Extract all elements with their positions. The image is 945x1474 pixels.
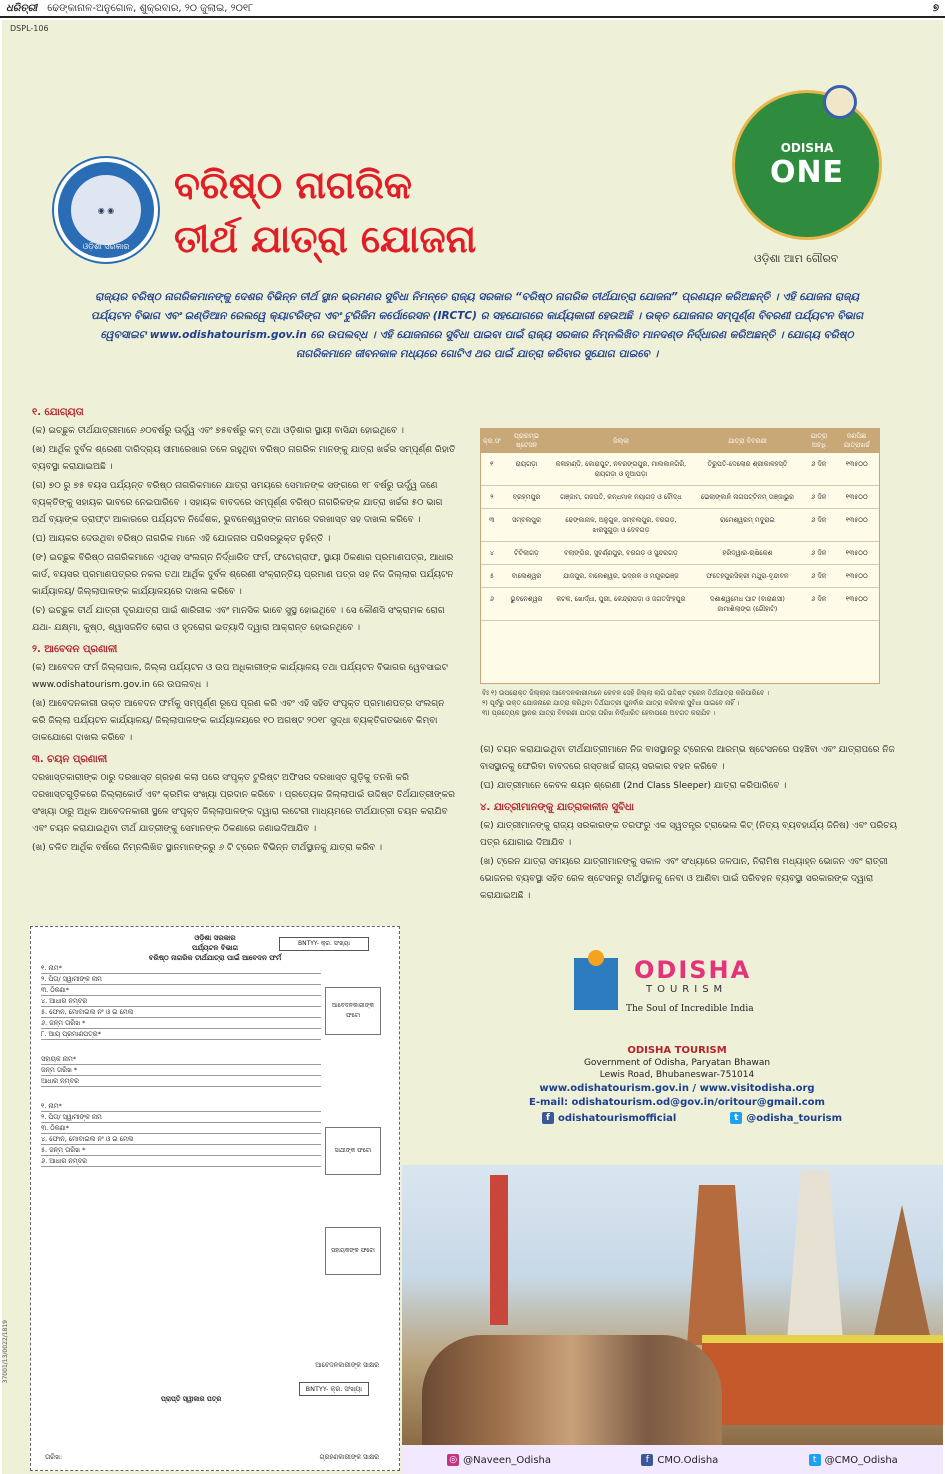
facebook-cmo-link[interactable]: [641, 1454, 718, 1466]
note: ବିଃ ୧) ଉପରୋକ୍ତ ଜିଲ୍ଲାର ଆବେଦନକାରୀମାନେ କେବଳ ସେହି ଜିଲ୍ଲା ଲାଗି ଉଦ୍ଦିଷ୍ଟ ଟ୍ରେନ ତିର୍ଥଯାତ୍ରା କରିପାରିବେ ।: [482, 689, 770, 697]
table-cell: ୧୩୫୦୦: [834, 453, 879, 486]
form-field-label: ୨. ପିତା/ ସ୍ୱାମୀଙ୍କ ନାମ: [41, 1113, 102, 1121]
title-line-2: ତୀର୍ଥ ଯାତ୍ରା ଯୋଜନା: [174, 216, 477, 261]
temple-shape: [872, 1205, 932, 1345]
clock-tower-shape: [490, 1175, 508, 1325]
form-field-label: ସହାୟକ ନାମ*: [41, 1055, 77, 1063]
table-cell: ରାମେଶ୍ୱରମ୍ ମଦୁରାଇ: [692, 509, 804, 542]
facebook-icon: f: [641, 1454, 653, 1466]
s1-item: (କ) ଇଚ୍ଛୁକ ତୀର୍ଥଯାତ୍ରୀମାନେ ୬୦ବର୍ଷରୁ ଊର୍ଦ୍ଧ୍ୱ ଏବଂ ୭୫ବର୍ଷରୁ କମ୍ ତଥା ଓଡ଼ିଶାର ସ୍ଥାୟୀ ବାସିନ୍ଦା ହୋଇଥିବେ ।: [32, 426, 404, 436]
table-cell: କଟକ, ଖୋର୍ଦ୍ଧା, ପୁରୀ, କେନ୍ଦ୍ରାପଡ଼ା ଓ ଜଗତସିଂହପୁର: [550, 588, 691, 621]
s3-item: (ଖ) ଚଳିତ ଆର୍ଥିକ ବର୍ଷରେ ନିମ୍ନଲିଖିତ ସ୍ଥାନମାନଙ୍କରୁ ୬ ଟି ଟ୍ରେନ ବିଭିନ୍ନ ତୀର୍ଥସ୍ଥାନକୁ ଯାତ୍ରା କରିବ ।: [32, 843, 383, 853]
facebook-handle: odishatourismofficial: [558, 1113, 677, 1124]
twitter-cmo-handle: @CMO_Odisha: [824, 1454, 898, 1466]
form-field[interactable]: [41, 1112, 321, 1123]
right-column: [480, 742, 900, 907]
table-cell: ୨: [481, 486, 503, 509]
table-row: [481, 453, 879, 486]
table-cell: ତିରୁପତି-ଦେଲୋର ଶ୍ରୀକାଳହସ୍ତି: [692, 453, 804, 486]
form-gap: [41, 1087, 389, 1101]
s2-item: (କ) ଆବେଦନ ଫର୍ମ ଜିଲ୍ଲାପାଳ, ଜିଲ୍ଲା ପର୍ଯ୍ୟଟନ ଓ ଉପ ଅଧିକାରୀଙ୍କ କାର୍ଯ୍ୟାଳୟ ତଥା ପର୍ଯ୍ୟଟନ ବିଭାଗର ୱେବସାଇଟ www.odishatourism.gov.in ରେ ଉପଲବ୍ଧ ।: [32, 663, 448, 690]
form-field[interactable]: [41, 1007, 321, 1018]
table-cell: ହରିଦ୍ୱାର-ଋଷିକେଶ: [692, 542, 804, 565]
s3-item: ଦରଖାସ୍ତକାରୀଙ୍କ ଠାରୁ ଦରଖାସ୍ତ ଗ୍ରହଣ କଲା ପରେ ସଂପୃକ୍ତ ଟୁରିଷ୍ଟ ଅଫିସର ଦରଖାସ୍ତ ଗୁଡ଼ିକୁ ତନଖି କରି ଦରଖାସ୍ତଗୁଡ଼ିକରେ ଜିଲ୍ଲାକୋର୍ଡ ଏବଂ କ୍ରମିକ ସଂଖ୍ୟା ପ୍ରଦାନ କରିବେ । ପ୍ରତ୍ୟେକ ଜିଲ୍ଲାପାଇଁ ଉଦ୍ଦିଷ୍ଟ ତିର୍ଥଯାତ୍ରୀଙ୍କର ସଂଖ୍ୟା ଠାରୁ ଅଧିକ ଆବେଦନକାରୀ ସ୍ଥଳେ ସଂପୃକ୍ତ ଜିଲ୍ଲାପାଳଙ୍କ ଦ୍ୱାରା ଲଟେରୀ ମାଧ୍ୟମରେ ତୀର୍ଥଯାତ୍ରୀ ଚୟନ କରାଯିବ ଏବଂ ଚୟନ କରାଯାଇଥିବା ତୀର୍ଥ ଯାତ୍ରୀଙ୍କୁ ସେମାନଙ୍କ ଠିକଣାରେ ଜଣାଇଦିଆଯିବ ।: [32, 773, 455, 834]
twitter-icon: t: [730, 1112, 742, 1124]
email-link[interactable]: E-mail: odishatourism.od@gov.in/oritour@gmail.com: [529, 1097, 825, 1108]
left-column: [32, 400, 457, 859]
odisha-one-word2: ONE: [769, 154, 845, 190]
section-3-heading: ୩. ଚୟନ ପ୍ରଣାଳୀ: [32, 754, 108, 765]
twitter-icon: t: [809, 1454, 821, 1466]
facebook-link[interactable]: [542, 1112, 676, 1124]
photo-box-helper[interactable]: ସହାୟକଙ୍କ ଫଟୋ: [325, 1227, 381, 1275]
table-cell: ୬ ଦିନ: [803, 565, 834, 588]
office-line: Government of Odisha, Paryatan Bhawan: [583, 1058, 771, 1068]
form-field-label: ୩. ଠିକଣା*: [41, 986, 70, 994]
tagline: ଓଡ଼ିଶା ଆମ ଗୌରବ: [754, 252, 839, 265]
website-link[interactable]: www.odishatourism.gov.in / www.visitodisha.org: [539, 1083, 815, 1094]
ad-code: DSPL-106: [10, 24, 49, 33]
s1-item: (ଖ) ଆର୍ଥିକ ଦୁର୍ବଳ ଶ୍ରେଣୀ ଦାରିଦ୍ର୍ୟ ସୀମାରେଖାର ତଳେ ରହୁଥିବା ବରିଷ୍ଠ ନାଗରିକ ମାନଙ୍କୁ ଯାତ୍ରା ଖର୍ଚ୍ଚର ସମ୍ପୂର୍ଣ୍ଣ ରିହାତି ବ୍ୟବସ୍ଥା କରାଯାଇଅଛି ।: [32, 445, 456, 472]
table-row: [481, 486, 879, 509]
form-field-label: ୪. ଫୋନ, ମୋବାଇଲ ନଂ ଓ ଇ ମେଲ: [41, 1135, 134, 1143]
title-line-1: ବରିଷ୍ଠ ନାଗରିକ: [174, 162, 412, 207]
table-row: [481, 509, 879, 542]
table-cell: ଦଶାଶ୍ୱମେଧ ଘାଟ (ବାରାଣସୀ) ଜାମାଶିଲାଙ୍ଗ (ଗୌହାଟି): [692, 588, 804, 621]
form-field[interactable]: [41, 1054, 321, 1065]
table-cell: କଳାହାଣ୍ଡି, କୋରାପୁଟ, ନବରଙ୍ଗପୁର, ମାଲକାନଗିରି, ରାୟଗଡ଼ା ଓ ନୂଆପଡ଼ା: [550, 453, 691, 486]
s3b-item: (ଘ) ଯାତ୍ରୀମାନେ କେବଳ ଶୟନ ଶ୍ରେଣୀ (2nd Class Sleeper) ଯାତ୍ରା କରିପାରିବେ ।: [480, 781, 787, 791]
pilgrimage-collage-image: [402, 1165, 943, 1445]
form-field[interactable]: [41, 1029, 321, 1040]
form-field[interactable]: [41, 985, 321, 996]
officer-signature[interactable]: ଗ୍ରହଣକାରୀଙ୍କ ସାକ୍ଷର: [319, 1453, 379, 1461]
table-cell: ଟିଟିଲାଗଡ଼: [503, 542, 551, 565]
logo-bottom-text: ଓଡ଼ିଶା ସରକାର: [82, 242, 130, 251]
office-address: [557, 1045, 797, 1081]
form-field-label: ୨. ପିତା/ ସ୍ୱାମୀଙ୍କ ନାମ: [41, 975, 102, 983]
brand-name: ODISHA: [634, 956, 752, 984]
table-cell: ବଲାଙ୍ଗିର, ସୁବର୍ଣ୍ଣପୁର, ବରଗଡ଼ ଓ ସୁନ୍ଦରଗଡ଼: [550, 542, 691, 565]
receipt-ref-box[interactable]: BNTYY- କ୍ର. ସଂଖ୍ୟା: [299, 1382, 369, 1396]
side-code: 37001/13/0022/1819: [2, 1320, 9, 1384]
table-cell: ୬ ଦିନ: [803, 588, 834, 621]
table-cell: ୩: [481, 509, 503, 542]
form-field-label: ଆଧାର ନମ୍ବର: [41, 1077, 79, 1085]
instagram-handle: @Naveen_Odisha: [463, 1454, 552, 1466]
table-cell: ଭେଲାଙ୍କାନି ନାଗପଟ୍ଟିନମ୍ ତାଞ୍ଜାଭୁର: [692, 486, 804, 509]
table-cell: ୧୩୫୦୦: [834, 486, 879, 509]
form-field[interactable]: [41, 963, 321, 974]
odisha-one-logo: [732, 90, 882, 240]
form-title: ବରିଷ୍ଠ ନାଗରିକ ତୀର୍ଥଯାତ୍ରା ପାଇଁ ଆବେଦନ ଫର୍ମ: [148, 954, 282, 962]
form-gov: ଓଡ଼ିଶା ସରକାର: [194, 934, 236, 942]
s1-item: (ଙ) ଇଚ୍ଛୁକ ବିରିଷ୍ଠ ନାଗରିକମାନେ ଏଥିସହ ସଂଲଗ୍ନ ନିର୍ଦ୍ଧାରିତ ଫର୍ମ, ଫଟୋଗ୍ରାଫ, ସ୍ଥାୟୀ ଠିକଣାର ପ୍ରମାଣପତ୍ର, ଆଧାର କାର୍ଡ, ବୟସର ପ୍ରମାଣପତ୍ରର ନକଲ ତଥା ଆର୍ଥିକ ଦୁର୍ବଳ ଶ୍ରେଣୀ ସଂକ୍ରାନ୍ତିୟ ପ୍ରମାଣ ପତ୍ର ସହ ନିଜ ଜିଲ୍ଲାର ପର୍ଯ୍ୟଟନ କାର୍ଯ୍ୟାଳୟ/ ଜିଲ୍ଲାପାଳଙ୍କ କାର୍ଯ୍ୟାଳୟରେ ଦାଖଲ କରିବେ ।: [32, 553, 454, 597]
s2-item: (ଖ) ଆବେଦନକାରୀ ଉକ୍ତ ଆବେଦନ ଫର୍ମକୁ ସମ୍ପୂର୍ଣ୍ଣ ରୂପେ ପୂରଣ କରି ଏବଂ ଏହି ସହିତ ସଂପୃକ୍ତ ପ୍ରମାଣପତ୍ର ସଂଲଗ୍ନ କରି ଜିଲ୍ଲା ପର୍ଯ୍ୟଟନ କାର୍ଯ୍ୟାଳୟ/ ଜିଲ୍ଲାପାଳଙ୍କ କାର୍ଯ୍ୟାଳୟରେ ୧୦ ଅଗଷ୍ଟ ୨୦୧୮ ସୁଦ୍ଧା ବ୍ୟକ୍ତିଗତଭାବେ କିମ୍ବା ଡାକଯୋଗେ ଦାଖଲ କରିବେ ।: [32, 699, 445, 743]
odisha-tourism-logo: [574, 950, 784, 1040]
cmo-social-footer: [402, 1445, 943, 1474]
page-title: [174, 158, 604, 266]
tourism-social: [542, 1112, 842, 1124]
table-cell: ୬ ଦିନ: [803, 486, 834, 509]
section-2-heading: ୨. ଆବେଦନ ପ୍ରଣାଳୀ: [32, 644, 118, 655]
form-field-label: ଜନ୍ମ ତାରିଖ *: [41, 1066, 78, 1074]
table-cell: ୬ ଦିନ: [803, 509, 834, 542]
table-cell: ଫତେହପୁରସିକ୍ରୀ ମଥୁରା-ବୃନ୍ଦାବନ: [692, 565, 804, 588]
table-cell: ୧୩୫୦୦: [834, 542, 879, 565]
s1-item: (ଗ) ୭୦ ରୁ ୭୫ ବୟସ ପର୍ଯ୍ୟନ୍ତ ବରିଷ୍ଠ ନାଗରିକମାନେ ଯାତ୍ରା ସମୟରେ ସେମାନଙ୍କ ସଙ୍ଗରେ ୧୮ ବର୍ଷରୁ ଊର୍ଦ୍ଧ୍ୱ ଜଣେ ବ୍ୟକ୍ତିଙ୍କୁ ସହାୟକ ଭାବରେ ନେଇପାରିବେ । ସହାୟକ ବାବଦରେ ସମ୍ପୂର୍ଣ୍ଣ ବରିଷ୍ଠ ନାଗରିକଙ୍କ ଯାତ୍ରା ଖର୍ଚ୍ଚର ୫୦ ଭାଗ ଅର୍ଥ ବ୍ୟାଙ୍କ ଡ୍ରାଫ୍ଟ ଆକାରରେ ପର୍ଯ୍ୟଟନ ନିର୍ଦ୍ଦେଶକ, ଭୁବନେଶ୍ୱରଙ୍କ ନାମରେ ଦରଖାସ୍ତ ସହ ଦାଖଲ କରିବେ ।: [32, 481, 443, 525]
form-field[interactable]: [41, 1134, 321, 1145]
table-cell: ବ୍ରହ୍ମପୁର: [503, 486, 551, 509]
facebook-cmo-handle: CMO.Odisha: [657, 1454, 719, 1466]
table-cell: ୫: [481, 565, 503, 588]
s4-item: (ଖ) ଟ୍ରେନ ଯାତ୍ରା ସମୟରେ ଯାତ୍ରୀମାନଙ୍କୁ ସକାଳ ଏବଂ ସଂଧ୍ୟାରେ ଜଳପାନ, ନିରାମିଷ ମଧ୍ୟାହ୍ନ ଭୋଜନ ଏବଂ ରାତ୍ରୀ ଭୋଜନର ବ୍ୟବସ୍ଥା ସହିତ ରେଳ ଷ୍ଟେସନରୁ ତୀର୍ଥସ୍ଥାନକୁ ନେବା ଓ ଆଣିବା ପାଇଁ ପରିବହନ ବ୍ୟବସ୍ଥା ସରକାରଙ୍କ ଦ୍ୱାରା କରାଯାଇଅଛି ।: [480, 857, 888, 901]
table-cell: ବାଲେଶ୍ୱର: [503, 565, 551, 588]
photo-box-applicant[interactable]: ଆବେଦନକାରୀଙ୍କ ଫଟୋ: [325, 987, 381, 1035]
col-header: ଜଣପିଛା ଯାତ୍ରାଖର୍ଚ୍ଚ: [834, 429, 879, 453]
form-field[interactable]: [41, 974, 321, 985]
s4-item: (କ) ଯାତ୍ରୀମାନଙ୍କୁ ରାଜ୍ୟ ସରକାରଙ୍କ ତରଫରୁ ଏକ ସ୍ୱତନ୍ତ୍ର ଟ୍ରାଭେଲ କିଟ୍ (ନିତ୍ୟ ବ୍ୟବହାର୍ଯ୍ୟ ଜିନିଷ) ଏବଂ ପରିଚୟ ପତ୍ର ଯୋଗାଇ ଦିଆଯିବ ।: [480, 821, 898, 848]
table-cell: ୬: [481, 588, 503, 621]
office-name: ODISHA TOURISM: [627, 1045, 727, 1056]
table-cell: ୪: [481, 542, 503, 565]
table-cell: ୬ ଦିନ: [803, 453, 834, 486]
receipt-date[interactable]: ତାରିଖ:: [45, 1453, 63, 1461]
form-field[interactable]: [41, 1123, 321, 1134]
form-gap: [41, 1040, 389, 1054]
s1-item: (ଘ) ଆୟକର ଦେଉଥିବା ବରିଷ୍ଠ ନାଗରିକ ମାନେ ଏହି ଯୋଜନାର ପରିସରଭୁକ୍ତ ନୁହଁନ୍ତି ।: [32, 534, 331, 544]
office-line: Lewis Road, Bhubaneswar-751014: [599, 1070, 755, 1080]
twitter-cmo-link[interactable]: [809, 1454, 898, 1466]
col-header: କ୍ର.ସଂ: [481, 429, 503, 453]
newspaper-name: ଧରିତ୍ରୀ: [6, 2, 38, 14]
col-header: ଯାତ୍ରା ଅବଧି: [803, 429, 834, 453]
odisha-one-word1: ODISHA: [780, 140, 834, 155]
s3b-item: (ଗ) ଚୟନ କରାଯାଇଥିବା ତୀର୍ଥଯାତ୍ରୀମାନେ ନିଜ ବାସସ୍ଥାନରୁ ଟ୍ରେନର ଆରମ୍ଭ ଷ୍ଟେସନରେ ପହଞ୍ଚିବା ଏବଂ ଯାତ୍ରାପରେ ନିଜ ବାସସ୍ଥାନକୁ ଫେରିବା ବାବଦରେ ଗସ୍ତଖର୍ଚ୍ଚ ରାଜ୍ୟ ସରକାର ବହନ କରିବେ ।: [480, 745, 895, 772]
twitter-link[interactable]: [730, 1112, 842, 1124]
section-1-heading: ୧. ଯୋଗ୍ୟତା: [32, 407, 84, 418]
form-field-label: ୩. ଠିକଣା*: [41, 1124, 70, 1132]
application-form[interactable]: [30, 926, 400, 1471]
table-cell: ଯାଜପୁର, ବାଲେଶ୍ୱର, ଭଦ୍ରକ ଓ ମୟୂରଭଞ୍ଜ: [550, 565, 691, 588]
contact-links: [522, 1082, 832, 1110]
form-field-label: ୬. ଜନ୍ମ ତାରିଖ *: [41, 1019, 86, 1027]
receipt-title: ପ୍ରାପ୍ତି ସ୍ୱୀକାର ପତ୍ର: [161, 1395, 222, 1403]
table-notes: [482, 688, 882, 718]
table-cell: ୧୩୫୦୦: [834, 509, 879, 542]
table-cell: ୧: [481, 453, 503, 486]
form-field[interactable]: [41, 996, 321, 1007]
newspaper-header: [0, 0, 945, 18]
applicant-signature[interactable]: ଆବେଦନକାରୀଙ୍କ ସାକ୍ଷର: [315, 1361, 379, 1369]
s1-item: (ଚ) ଇଚ୍ଛୁକ ତୀର୍ଥ ଯାତ୍ରୀ ଦୂରଯାତ୍ରା ପାଇଁ ଶାରିରୀକ ଏବଂ ମାନସିକ ଭାବେ ସୁସ୍ଥ ହୋଇଥିବେ । ସେ କୌଣସି ସଂକ୍ରାମକ ରୋଗ ଯଥା- ଯକ୍ଷ୍ମା, କୁଷ୍ଠ, ଶ୍ୱାସଜନିତ ରୋଗ ଓ ହୃଦରୋଗ ଇତ୍ୟାଦି ଦ୍ୱାରା ଆକ୍ରାନ୍ତ ହୋଇନଥିବେ ।: [32, 606, 445, 633]
pilgrims-shape: [422, 1335, 722, 1445]
form-field-label: ୫. ଜନ୍ମ ତାରିଖ *: [41, 1146, 86, 1154]
twitter-handle: @odisha_tourism: [746, 1113, 842, 1124]
section-4-heading: ୪. ଯାତ୍ରୀମାନଙ୍କୁ ଯାତ୍ରାକାଳୀନ ସୁବିଧା: [480, 802, 635, 813]
note: ୩) ପ୍ରତ୍ୟେକ ସ୍ଥାନର ଯାତ୍ରା ବିବରଣୀ ଯାତ୍ରା ତାରିଖ ନିର୍ଦ୍ଧାରିତ ହେବାପରେ ଅବଗତ କରାଯିବ ।: [482, 709, 716, 717]
intro-paragraph: ରାଜ୍ୟର ବରିଷ୍ଠ ନାଗରିକମାନଙ୍କୁ ଦେଶର ବିଭିନ୍ନ ତୀର୍ଥ ସ୍ଥାନ ଭ୍ରମଣର ସୁବିଧା ନିମନ୍ତେ ରାଜ୍ୟ ସରକାର “ବରିଷ୍ଠ ନାଗରିକ ତୀର୍ଥଯାତ୍ରା ଯୋଜନା” ପ୍ରଣୟନ କରିଅଛନ୍ତି । ଏହି ଯୋଜନା ରାଜ୍ୟ ପର୍ଯ୍ୟଟନ ବିଭାଗ ଏବଂ ଇଣ୍ଡିଆନ ରେଲୱେ କ୍ୟାଟରିଙ୍ଗ ଏବଂ ଟୁରିଜିମ କର୍ପୋରେସନ (IRCTC) ର ସହଯୋଗରେ କାର୍ଯ୍ୟକାରୀ ହେଉଅଛି । ଉକ୍ତ ଯୋଜନାର ସମ୍ପୂର୍ଣ୍ଣ ବିବରଣୀ ପର୍ଯ୍ୟଟନ ବିଭାଗ ୱେବସାଇଟ www.odishatourism.gov.in ରେ ଉପଲବ୍ଧ । ଏହି ଯୋଜନାରେ ସୁବିଧା ପାଇବା ପାଇଁ ରାଜ୍ୟ ସରକାର ନିମ୍ନଲିଖିତ ମାନଦଣ୍ଡ ନିର୍ଦ୍ଧାରଣ କରିଅଛନ୍ତି । ଯୋଗ୍ୟ ବରିଷ୍ଠ ନାଗରିକମାନେ ଜୀବନକାଳ ମଧ୍ୟରେ ଗୋଟିଏ ଥର ପାଇଁ ଯାତ୍ରା କରିବାର ସୁଯୋଗ ପାଇବେ ।: [90, 291, 864, 360]
form-field-label: ୪. ଆଧାର ନମ୍ବର: [41, 997, 88, 1005]
instagram-link[interactable]: [447, 1454, 551, 1466]
form-field-label: ୮. ଆୟ ପ୍ରମାଣପତ୍ର*: [41, 1030, 101, 1038]
elderly-couple-icon: ◉ ◉: [71, 175, 141, 245]
dateline: ଢେଙ୍କାନାଳ-ଅନୁଗୋଳ, ଶୁକ୍ରବାର, ୨୦ ଜୁଲାଇ, ୨୦୧୮: [47, 2, 254, 14]
note: ୨) ପୂର୍ବରୁ ଉକ୍ତ ଯୋଜନାରେ ଯାତ୍ରା କରିଥିବା ତିର୍ଥଯାତ୍ରୀ ପୁନର୍ବାର ଯାତ୍ରା କରିବାର ସୁବିଧା ପାଇବେ ନାହିଁ ।: [482, 699, 740, 707]
col-header: ଜିଲ୍ଲା: [550, 429, 691, 453]
col-header: ପ୍ରାରମ୍ଭ ଷ୍ଟେସନ: [503, 429, 551, 453]
table-cell: ଭୁବନେଶ୍ୱର: [503, 588, 551, 621]
table-row: [481, 565, 879, 588]
page-number: ୭: [932, 2, 939, 14]
form-field-label: ୬. ଆଧାର ନମ୍ବର: [41, 1157, 88, 1165]
table-row: [481, 542, 879, 565]
instagram-icon: ◎: [447, 1454, 459, 1466]
form-field[interactable]: [41, 1018, 321, 1029]
form-field[interactable]: [41, 1065, 321, 1076]
table-row: [481, 588, 879, 621]
table-cell: ସମ୍ବଲପୁର: [503, 509, 551, 542]
form-field-label: ୧. ନାମ*: [41, 964, 62, 972]
temple-shape: [687, 1185, 747, 1345]
table-cell: ଗଞ୍ଜାମ, ଗଜପତି, କନ୍ଧମାଳ ନୟାଗଡ଼ ଓ ବୌଦ୍ଧ: [550, 486, 691, 509]
scheme-logo: [54, 158, 158, 262]
brand-slogan: The Soul of Incredible India: [626, 1004, 754, 1014]
form-field[interactable]: [41, 1145, 321, 1156]
form-field[interactable]: [41, 1076, 321, 1087]
temple-shape: [787, 1170, 843, 1340]
form-ref-box[interactable]: BNTYY- କ୍ର. ସଂଖ୍ୟା: [279, 937, 369, 951]
chakra-icon: [823, 85, 857, 119]
table-cell: ଢେଙ୍କାନାଳ, ଅନୁଗୁଳ, ସମ୍ବଲପୁର, ବରଗଡ଼, ଝାରସୁଗୁଡ଼ା ଓ ଦେବଗଡ଼: [550, 509, 691, 542]
photo-box-companion[interactable]: ସାଥୀଙ୍କ ଫଟୋ: [325, 1127, 381, 1175]
train-schedule-table: [480, 428, 880, 684]
table-cell: ୧୩୫୦୦: [834, 588, 879, 621]
advertisement: [2, 20, 943, 1474]
brand-tourism: TOURISM: [646, 984, 728, 995]
form-field[interactable]: [41, 1156, 321, 1167]
form-field[interactable]: [41, 1101, 321, 1112]
train-shape: [702, 1335, 943, 1425]
form-field-label: ୧. ନାମ*: [41, 1102, 62, 1110]
col-header: ଯାତ୍ରା ବିବରଣୀ: [692, 429, 804, 453]
form-dept: ପର୍ଯ୍ୟଟନ ବିଭାଗ: [191, 944, 239, 952]
table-cell: ରାୟଗଡ଼ା: [503, 453, 551, 486]
table-cell: ୬ ଦିନ: [803, 542, 834, 565]
table-cell: ୧୩୫୦୦: [834, 565, 879, 588]
facebook-icon: f: [542, 1112, 554, 1124]
form-field-label: ୫. ଫୋନ, ମୋବାଇଲ ନଂ ଓ ଇ ମେଲ: [41, 1008, 134, 1016]
sun-icon: [588, 950, 604, 966]
